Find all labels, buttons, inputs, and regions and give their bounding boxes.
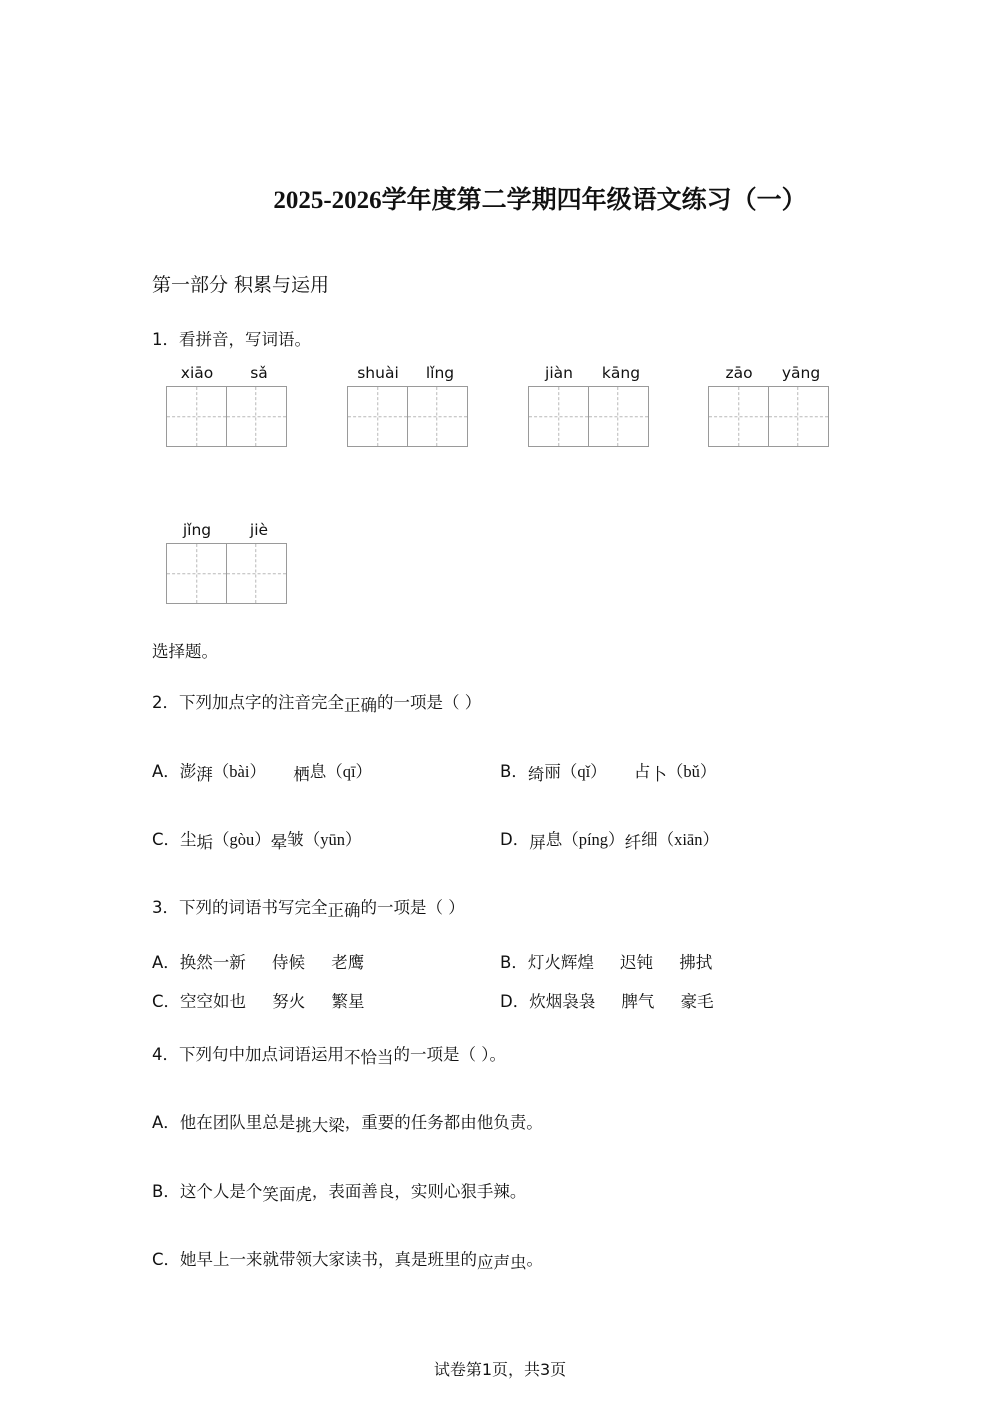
pinyin-label: zāo bbox=[725, 364, 753, 382]
writing-box[interactable] bbox=[768, 386, 829, 447]
question-4-stem: 4．下列句中加点词语运用不恰当的一项是（ ）。 bbox=[152, 1045, 506, 1067]
question-2-option-b[interactable]: B．绮丽（qǐ） 占卜（bǔ） bbox=[500, 762, 717, 784]
question-3-option-c[interactable]: C．空空如也 努火 繁星 bbox=[152, 992, 365, 1011]
page-title: 2025-2026学年度第二学期四年级语文练习（一） bbox=[273, 187, 807, 214]
pinyin-label: sǎ bbox=[250, 364, 268, 382]
pinyin-label: shuài bbox=[357, 364, 399, 382]
writing-box[interactable] bbox=[407, 386, 468, 447]
page-footer: 试卷第1页，共3页 bbox=[433, 1360, 567, 1379]
question-1-stem: 1．看拼音，写词语。 bbox=[152, 330, 311, 349]
pinyin-label: jǐng bbox=[182, 521, 212, 539]
choice-heading: 选择题。 bbox=[152, 642, 218, 661]
writing-box[interactable] bbox=[528, 386, 589, 447]
pinyin-label: jiè bbox=[249, 521, 269, 539]
writing-box[interactable] bbox=[226, 386, 287, 447]
writing-box[interactable] bbox=[166, 386, 227, 447]
question-3-option-d[interactable]: D．炊烟袅袅 脾气 豪毛 bbox=[500, 992, 714, 1011]
question-4-option-c[interactable]: C．她早上一来就带领大家读书，真是班里的应声虫。 bbox=[152, 1250, 544, 1272]
question-3-option-b[interactable]: B．灯火辉煌 迟钝 拂拭 bbox=[500, 953, 713, 972]
writing-box[interactable] bbox=[166, 543, 227, 604]
writing-box[interactable] bbox=[226, 543, 287, 604]
question-3-stem: 3．下列的词语书写完全正确的一项是（ ） bbox=[152, 898, 465, 920]
writing-box[interactable] bbox=[708, 386, 769, 447]
pinyin-label: kāng bbox=[601, 364, 641, 382]
question-2-option-c[interactable]: C．尘垢（gòu）晕皱（yūn） bbox=[152, 830, 362, 852]
question-4-option-b[interactable]: B．这个人是个笑面虎，表面善良，实则心狠手辣。 bbox=[152, 1182, 527, 1204]
question-4-option-a[interactable]: A．他在团队里总是挑大梁，重要的任务都由他负责。 bbox=[152, 1113, 543, 1135]
pinyin-label: lǐng bbox=[425, 364, 455, 382]
writing-box[interactable] bbox=[347, 386, 408, 447]
question-2-stem: 2．下列加点字的注音完全正确的一项是（ ） bbox=[152, 693, 482, 715]
section-heading: 第一部分 积累与运用 bbox=[152, 274, 330, 296]
pinyin-label: yāng bbox=[781, 364, 821, 382]
question-2-option-a[interactable]: A．澎湃（bài） 栖息（qī） bbox=[152, 762, 373, 784]
writing-box[interactable] bbox=[588, 386, 649, 447]
pinyin-label: xiāo bbox=[180, 364, 214, 382]
pinyin-label: jiàn bbox=[545, 364, 573, 382]
question-2-option-d[interactable]: D．屏息（píng）纤细（xiān） bbox=[500, 830, 719, 852]
question-3-option-a[interactable]: A．换然一新 侍候 老鹰 bbox=[152, 953, 365, 972]
